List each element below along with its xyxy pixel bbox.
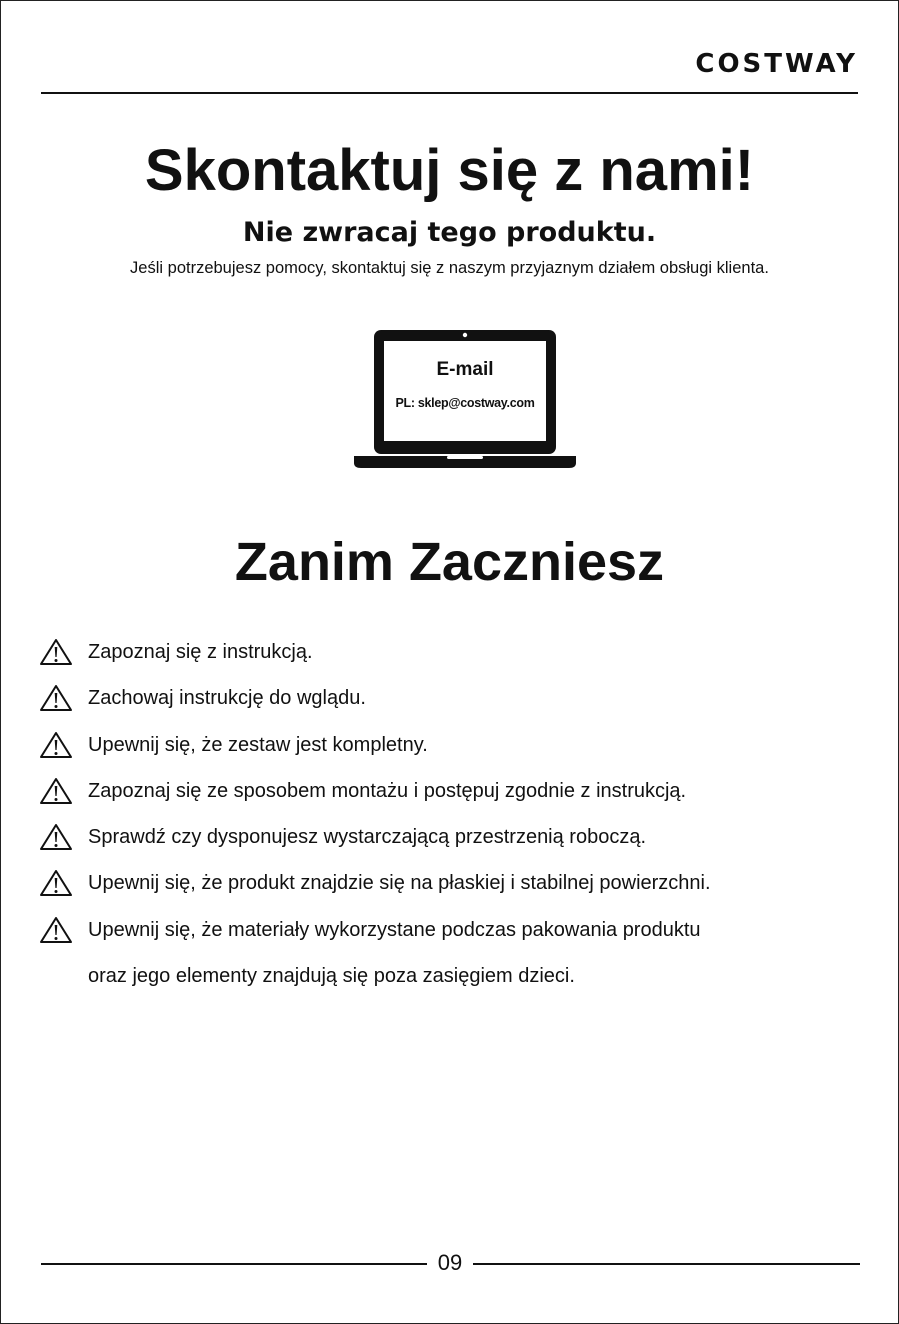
list-item-text: Upewnij się, że zestaw jest kompletny. bbox=[88, 733, 428, 756]
list-item-text: Upewnij się, że produkt znajdzie się na płaskiej i stabilnej powierzchni. bbox=[88, 872, 711, 895]
contact-intro: Jeśli potrzebujesz pomocy, skontaktuj się z naszym przyjaznym działem obsługi klienta. bbox=[130, 259, 769, 277]
list-item-text: Zachowaj instrukcję do wglądu. bbox=[88, 687, 366, 710]
warning-icon bbox=[39, 684, 73, 712]
list-item-text: Zapoznaj się ze sposobem montażu i postępuj zgodnie z instrukcją. bbox=[88, 779, 687, 802]
warning-icon bbox=[39, 731, 73, 759]
list-item bbox=[39, 722, 869, 768]
email-label: E-mail bbox=[436, 359, 494, 380]
contact-subtitle: Nie zwracaj tego produktu. bbox=[242, 217, 657, 248]
list-item-text: Zapoznaj się z instrukcją. bbox=[88, 641, 313, 663]
footer-divider-left bbox=[41, 1263, 427, 1265]
email-address: PL: sklep@costway.com bbox=[395, 396, 535, 410]
warning-icon bbox=[39, 916, 73, 944]
warning-icon bbox=[39, 869, 73, 897]
warning-icon bbox=[39, 823, 73, 851]
brand-logo: COSTWAY bbox=[695, 49, 858, 79]
before-start-title: Zanim Zaczniesz bbox=[234, 532, 665, 592]
list-item bbox=[39, 629, 869, 675]
list-item bbox=[39, 860, 869, 906]
list-item bbox=[39, 907, 869, 953]
list-item bbox=[39, 675, 869, 721]
laptop-email-illustration bbox=[353, 329, 577, 471]
footer-divider-right bbox=[473, 1263, 860, 1265]
list-item-text: oraz jego elementy znajdują się poza zasięgiem dzieci. bbox=[88, 965, 575, 988]
list-item-text: Upewnij się, że materiały wykorzystane podczas pakowania produktu bbox=[88, 918, 701, 941]
list-item-continuation bbox=[39, 953, 869, 999]
page-number: 09 bbox=[437, 1250, 463, 1275]
before-start-list bbox=[39, 629, 869, 999]
list-item-text: Sprawdź czy dysponujesz wystarczającą przestrzenią roboczą. bbox=[88, 826, 647, 849]
header-divider bbox=[41, 92, 858, 94]
warning-icon bbox=[39, 638, 73, 666]
list-item bbox=[39, 768, 869, 814]
warning-icon bbox=[39, 777, 73, 805]
contact-title: Skontaktuj się z nami! bbox=[144, 138, 755, 203]
list-item bbox=[39, 814, 869, 860]
